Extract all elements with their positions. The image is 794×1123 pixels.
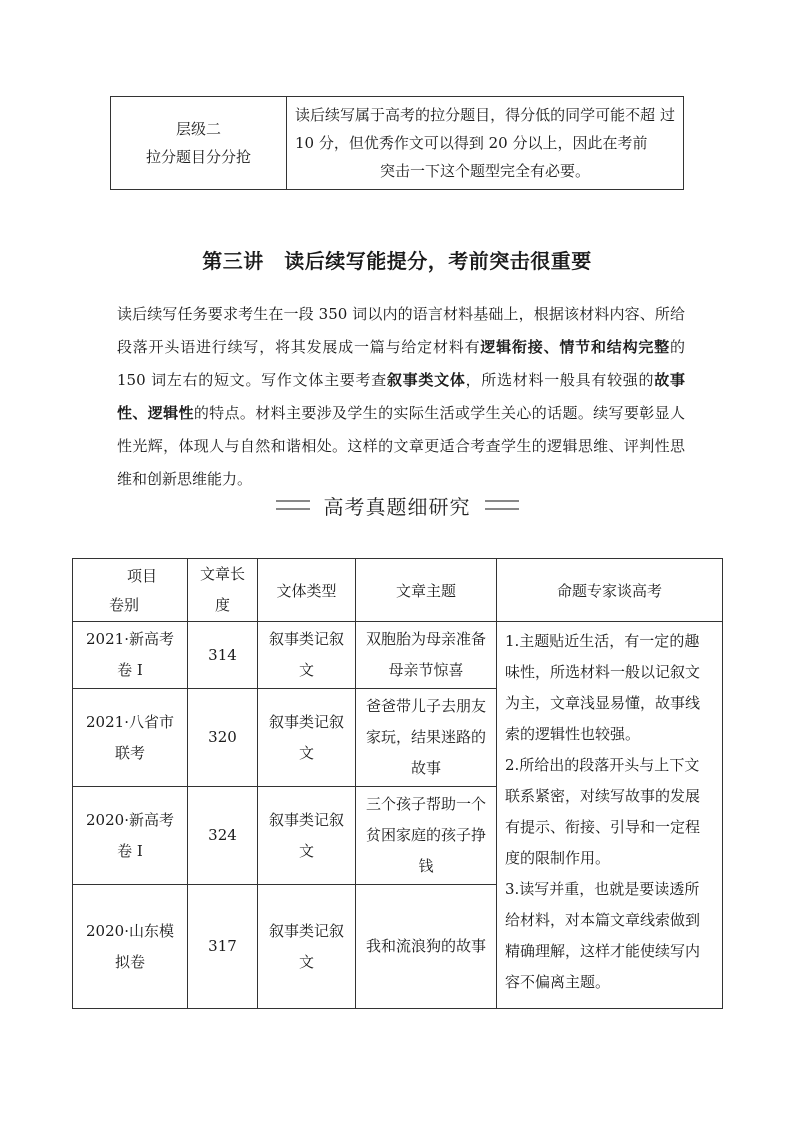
cell-theme: 爸爸带儿子去朋友家玩，结果迷路的故事	[356, 689, 497, 787]
double-line-ornament-icon	[276, 500, 310, 510]
intro-emphasis: 逻辑衔接、情节和结构完整	[480, 338, 670, 356]
cell-length: 324	[188, 787, 258, 885]
intro-emphasis: 叙事类文体	[386, 371, 466, 389]
level-row	[111, 97, 684, 190]
cell-theme: 我和流浪狗的故事	[356, 885, 497, 1009]
header-project-paper	[73, 559, 188, 622]
section-heading	[270, 488, 524, 522]
expert-point: 1.主题贴近生活，有一定的趣味性，所选材料一般以记叙文为主，文章浅显易懂，故事线索的逻辑性也较强。	[505, 632, 701, 743]
cell-paper: 2020·山东模拟卷	[73, 885, 188, 1009]
header-project: 项目	[126, 567, 157, 585]
intro-text: 的特点。材料主要涉及学生的实际生活或学生关心的话题。续写要彰显人性光辉，体现人与自然和谐相处。这样的文章更适合考查学生的逻辑思维、评判性思维和创新思维能力。	[117, 404, 685, 488]
intro-paragraph	[117, 298, 685, 496]
cell-length: 320	[188, 689, 258, 787]
level-desc-line: 读后续写属于高考的拉分题目，得分低的同学可能不超	[295, 106, 656, 124]
header-expert: 命题专家谈高考	[497, 559, 723, 622]
cell-genre: 叙事类记叙文	[258, 689, 356, 787]
table-header-row	[73, 559, 723, 622]
intro-text: 读后续写任务要求考生在一段 350 词以内的语言材料基础上，根据该材料内容、所给段落开头语进行续写，将其发展成一篇与给定材料有	[117, 305, 685, 356]
lecture-title: 第三讲 读后续写能提分，考前突击很重要	[202, 249, 592, 273]
cell-paper: 2020·新高考卷 I	[73, 787, 188, 885]
header-length: 文章长度	[188, 559, 258, 622]
cell-theme: 三个孩子帮助一个贫困家庭的孩子挣钱	[356, 787, 497, 885]
level-table	[110, 96, 684, 190]
table-row	[73, 622, 723, 689]
exam-analysis-table	[72, 558, 723, 1009]
level-subtitle: 拉分题目分分抢	[145, 148, 251, 166]
level-label-cell	[111, 97, 287, 190]
level-desc-line: 突击一下这个题型完全有必要。	[379, 162, 590, 180]
cell-genre: 叙事类记叙文	[258, 622, 356, 689]
cell-paper: 2021·八省市联考	[73, 689, 188, 787]
double-line-ornament-icon	[485, 500, 519, 510]
cell-length: 317	[188, 885, 258, 1009]
cell-length: 314	[188, 622, 258, 689]
expert-point: 3.读写并重，也就是要读透所给材料，对本篇文章线索做到精确理解，这样才能使续写内容不偏离主题。	[505, 880, 701, 991]
cell-expert-commentary	[497, 622, 723, 1009]
level-description-cell	[287, 97, 684, 190]
expert-point: 2.所给出的段落开头与上下文联系紧密，对续写故事的发展有提示、衔接、引导和一定程度的限制作用。	[505, 756, 701, 867]
cell-genre: 叙事类记叙文	[258, 885, 356, 1009]
level-name: 层级二	[175, 120, 221, 138]
cell-paper: 2021·新高考卷 I	[73, 622, 188, 689]
header-theme: 文章主题	[356, 559, 497, 622]
level-desc-line: 过 10 分，但优秀作文可以得到 20 分以上，因此在考前	[295, 106, 675, 152]
cell-genre: 叙事类记叙文	[258, 787, 356, 885]
header-paper: 卷别	[109, 596, 140, 614]
cell-theme: 双胞胎为母亲准备母亲节惊喜	[356, 622, 497, 689]
intro-text: 的 150 词左右的短文。写作文体主要考查	[117, 338, 685, 389]
header-genre: 文体类型	[258, 559, 356, 622]
intro-text: ，所选材料一般具有较强的	[465, 371, 655, 389]
intro-emphasis: 故事性、逻辑性	[117, 371, 685, 422]
section-heading-text: 高考真题细研究	[323, 494, 471, 519]
